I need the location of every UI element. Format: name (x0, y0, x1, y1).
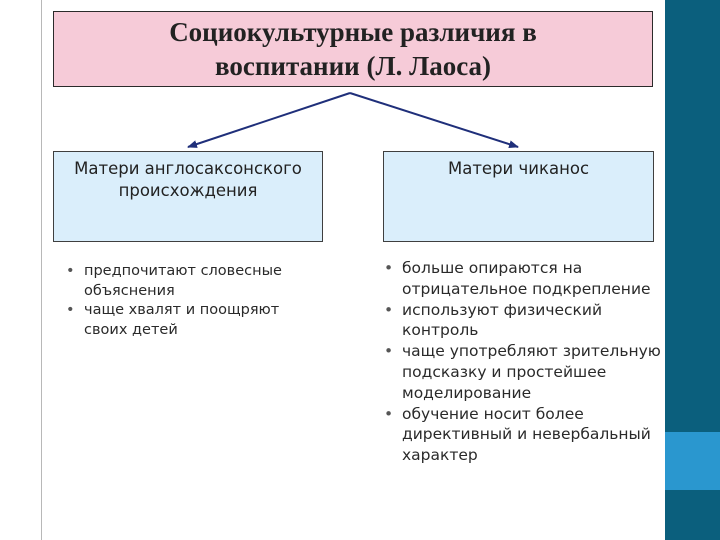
list-item: • обучение носит более директивный и невербальный характер (378, 404, 663, 466)
page-title: Социокультурные различия в воспитании (Л. Лаоса) (169, 17, 537, 81)
title-box (53, 11, 653, 87)
side-decor-accent (665, 432, 720, 490)
right-bullet-list (378, 258, 663, 466)
group-box-left: Матери англосаксонского происхождения (53, 151, 323, 242)
list-item: • чаще хвалят и поощряют своих детей (60, 301, 322, 340)
arrow-to-left-box (188, 93, 350, 147)
left-bullet-list (60, 262, 322, 340)
left-margin-rule (41, 0, 42, 540)
list-item: • используют физический контроль (378, 300, 663, 342)
list-item: • предпочитают словесные объяснения (60, 262, 322, 301)
list-item: • чаще употребляют зрительную подсказку и простейшее моделирование (378, 341, 663, 403)
group-box-right: Матери чиканос (383, 151, 654, 242)
list-item: • больше опираются на отрицательное подкрепление (378, 258, 663, 300)
arrow-to-right-box (350, 93, 518, 147)
